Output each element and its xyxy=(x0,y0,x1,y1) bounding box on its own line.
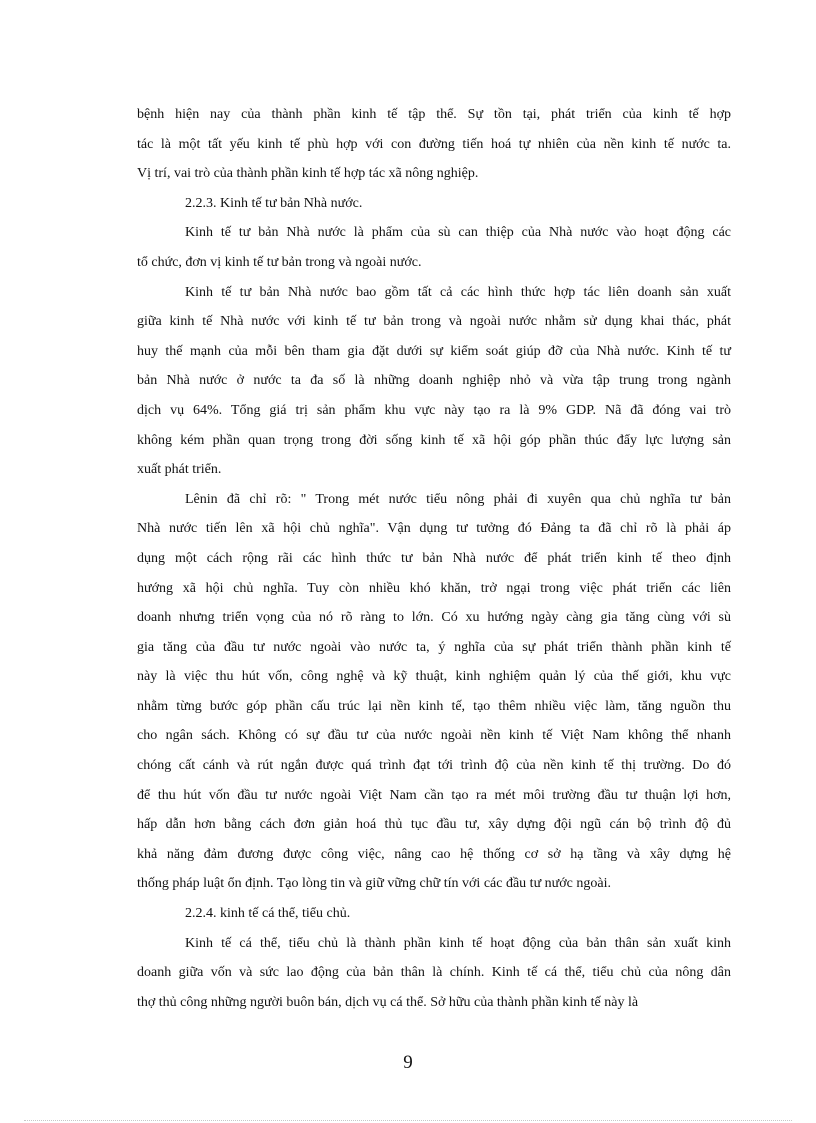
text-line: thợ thủ công những người buôn bán, dịch vụ cá thể. Sở hữu của thành phần kinh tế này là xyxy=(137,994,639,1010)
page-bottom-divider xyxy=(24,1120,792,1121)
text-line: không kém phần quan trọng trong đời sống kinh tế xã hội góp phần thúc đẩy lực lượng sản xyxy=(137,432,731,448)
text-line: khả năng đảm đương được công việc, nâng cao hệ thống cơ sở hạ tầng và xây dựng hệ xyxy=(137,846,731,862)
text-line: dịch vụ 64%. Tổng giá trị sản phẩm khu vực này tạo ra là 9% GDP. Nã đã đóng vai trò xyxy=(137,402,731,418)
text-line: nhằm từng bước góp phần cấu trúc lại nền kinh tế, tạo thêm nhiều việc làm, tăng nguồn thu xyxy=(137,698,731,714)
text-line: giữa kinh tế Nhà nước với kinh tế tư bản trong và ngoài nước nhằm sử dụng khai thác, phát xyxy=(137,314,731,330)
text-line: bản Nhà nước ở nước ta đa số là những doanh nghiệp nhỏ và vừa tập trung trong ngành xyxy=(137,373,731,389)
page-number: 9 xyxy=(403,1052,413,1073)
text-line: Kinh tế tư bản Nhà nước bao gồm tất cả các hình thức hợp tác liên doanh sản xuất xyxy=(185,284,731,300)
text-line: để thu hút vốn đầu tư nước ngoài Việt Nam cần tạo ra mét môi trường đầu tư thuận lợi hơn, xyxy=(137,787,731,803)
text-line: thống pháp luật ổn định. Tạo lòng tin và giữ vững chữ tín với các đầu tư nước ngoài. xyxy=(137,876,611,892)
text-line: huy thế mạnh của mỗi bên tham gia đặt dưới sự kiểm soát giúp đỡ của Nhà nước. Kinh tế tư xyxy=(137,343,731,359)
text-line: Vị trí, vai trò của thành phần kinh tế hợp tác xã nông nghiệp. xyxy=(137,166,479,182)
text-line: dụng một cách rộng rãi các hình thức tư bản Nhà nước để phát triển kinh tế theo định xyxy=(137,550,731,566)
text-line: gia tăng của đầu tư nước ngoài vào nước ta, ý nghĩa của sự phát triển thành phần kinh tế xyxy=(137,639,731,655)
text-line: hướng xã hội chủ nghĩa. Tuy còn nhiều khó khăn, trở ngại trong việc phát triển các liên xyxy=(137,580,731,596)
text-line: Lênin đã chỉ rõ: " Trong mét nước tiểu nông phải đi xuyên qua chủ nghĩa tư bản xyxy=(185,491,731,507)
text-line: chóng cất cánh và rút ngắn được quá trình đạt tới trình độ của nền kinh tế thị trường. Do đó xyxy=(137,758,731,774)
text-line: doanh nhưng triển vọng của nó rõ ràng to lớn. Có xu hướng ngày càng gia tăng cùng với sù xyxy=(137,610,731,626)
text-line: Nhà nước tiến lên xã hội chủ nghĩa". Vận dụng tư tưởng đó Đảng ta đã chỉ rõ là phải áp xyxy=(137,521,731,537)
text-line: này là việc thu hút vốn, công nghệ và kỹ thuật, kinh nghiệm quản lý của thế giới, khu vực xyxy=(137,669,731,685)
text-line: Kinh tế cá thể, tiểu chủ là thành phần kinh tế hoạt động của bản thân sản xuất kinh xyxy=(185,935,731,951)
text-line: tác là một tất yếu kinh tế phù hợp với con đường tiến hoá tự nhiên của nền kinh tế nước ta. xyxy=(137,136,731,152)
section-heading-2-2-4: 2.2.4. kinh tế cá thể, tiểu chủ. xyxy=(185,906,351,922)
text-line: bệnh hiện nay của thành phần kinh tế tập thể. Sự tồn tại, phát triển của kinh tế hợp xyxy=(137,107,731,122)
text-line: Kinh tế tư bản Nhà nước là phẩm của sù can thiệp của Nhà nước vào hoạt động các xyxy=(185,225,731,241)
text-line: doanh giữa vốn và sức lao động của bản thân là chính. Kinh tế cá thể, tiểu chủ của nông dân xyxy=(137,965,731,981)
text-line: cho ngân sách. Không có sự đầu tư của nước ngoài nền kinh tế Việt Nam không thể nhanh xyxy=(137,728,731,744)
text-line: hấp dẫn hơn bằng cách đơn giản hoá thủ tục đầu tư, xây dựng đội ngũ cán bộ trình độ đủ xyxy=(137,817,731,833)
section-heading-2-2-3: 2.2.3. Kinh tế tư bản Nhà nước. xyxy=(185,195,363,211)
text-line: xuất phát triển. xyxy=(137,462,222,478)
document-body xyxy=(137,100,731,1017)
text-line: tổ chức, đơn vị kinh tế tư bản trong và ngoài nước. xyxy=(137,254,422,270)
